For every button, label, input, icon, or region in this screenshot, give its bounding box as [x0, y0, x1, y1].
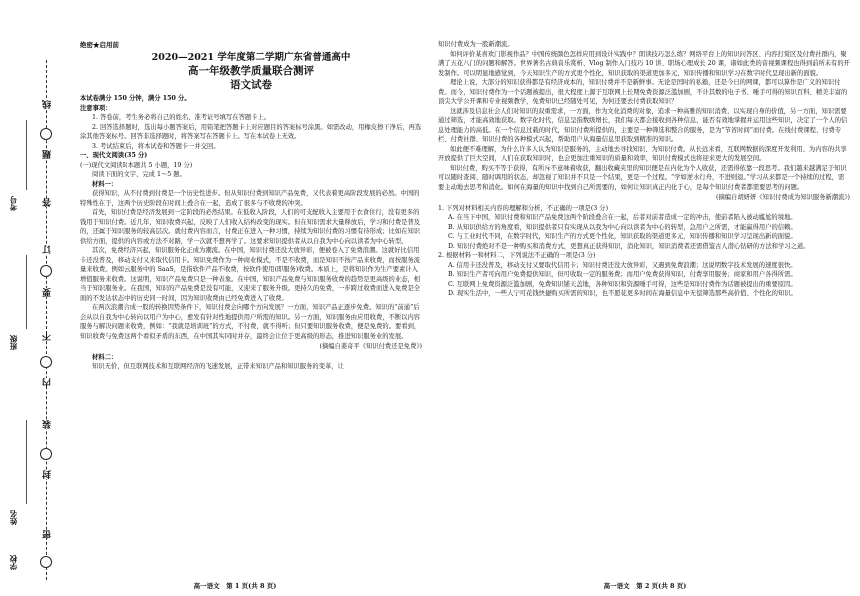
answer-option: B. 知识生产者可向用户免费提供知识，但可收取一定的服务费；而用户免费获得知识，付费享用服务；商家和用户各得所需。	[448, 271, 797, 278]
binding-label: 要	[43, 288, 53, 297]
exam-info: 本试卷满分 150 分钟，满分 150 分。	[80, 95, 191, 102]
binding-strip	[0, 0, 70, 596]
subsection-heading: (一)现代文阅读Ⅰ(本题共 5 小题，19 分)	[80, 161, 193, 169]
note-item: 1. 答卷前，考生务必将自己的姓名、准考证号填写在答题卡上。	[92, 114, 271, 121]
left-content	[80, 40, 422, 372]
exam-title-line1: 2020—2021 学年度第二学期广东省普通高中	[151, 52, 351, 63]
question-1	[438, 204, 850, 252]
note-item: 3. 考试结束后，将本试卷和答题卡一并交回。	[92, 142, 220, 150]
answer-option: D. 知识付费绝对不是一种购买和消费方式，更想真正获得知识，消化知识，知识消费者还需借鉴古人潜心钻研的方法和学习之道。	[448, 242, 810, 250]
note-item: 2. 回答选择题时，选出每小题答案后，用铅笔把答题卡上对应题目的答案标号涂黑。如需改动，用橡皮擦干净后，再选涂其他答案标号。回答非选择题时，将答案写在答题卡上。写在本试卷上无效。	[80, 123, 422, 140]
answer-option: A. 信用卡还没普及，移动支付又要取代信用卡；知识付费还没大放异彩，又遇到免费浪潮；这说明数字技术发展的速度很快。	[448, 261, 797, 269]
answer-option: C. 与工业时代不同，在数字时代，知识生产的方式更个性化，知识获取的渠道更多元，知识传播和知识学习呈现出新的面貌。	[448, 233, 797, 240]
binding-label: 不	[43, 332, 53, 341]
name-field[interactable]	[26, 420, 27, 504]
binding-label: 封	[43, 470, 53, 479]
school-label: 学校	[9, 555, 18, 570]
passage-paragraph: 其次，免费经济兴起，知识服务化正成为潮流。在中国，知识付费还没大放异彩，便被卷入了免费浪潮。这就好比信用卡还没普及，移动支付又来取代信用卡。知识免费作为一种商业模式，不是不收费，而是知识不按产品来收费，而按服务流量来收费。例如云服务中的 SaaS，是指软件产品不收费，按软件使用(即服务)收费。本质上，是将知识作为生产要素计入增值服务来收费。这说明，知识产品免费只是一种表象。在中国，知识产品免费与知识服务收费的趋势是更高级的业态，相当于知识服务业。在我国，知识的产品免费是没有可能，又迎来了服务升级。更持久的免费，一步跨过收费而进入免费是全面的不发达状态中的历史同一时间，因为知识收费由已经免费进入了收费。	[80, 247, 421, 302]
passage-paragraph: 知识付费成为一股新潮流。	[438, 41, 514, 48]
material-label: 材料一：	[92, 180, 118, 188]
exam-number-field[interactable]	[26, 120, 27, 190]
right-page	[430, 0, 860, 596]
passage-paragraph: 如此便不难理解，为什么许多人认为知识是服务的，主动地去寻找知识、为知识付费。从长远来看，互联网数据的深度开发利用、为内容的共享开放提供了巨大空间，人们在获取知识时，也会更加注重知识的质量和效率，知识付费模式也将迎来更大的发展空间。	[438, 145, 847, 162]
passage-paragraph: 这就涉及信息社会人们对知识的双重需求，一方面，作为文化消费的对象，追求一种高雅的知识消费，以实现自身的价值，另一方面，知识需要通过筛选，才能高效地获取。数字化时代，信息呈指数级增长，我们每天都会接收到各种信息，能否有效地掌握并运用这些知识，决定了一个人的信息处理能力的高低。在一个信息过载的时代，知识付费所提供的，主要是一种筛选和整合的服务，是为“节省时间”而付费。在线付费课程、付费专栏、付费社群、知识付费的各种模式兴起，帮助用户从海量信息里获取到精准的知识。	[438, 107, 848, 143]
binding-circle-icon	[40, 265, 52, 277]
name-label: 姓名	[9, 510, 18, 525]
binding-label: 内	[43, 378, 53, 387]
answer-option: A. 在当下中国，知识付费和知识产品免费这两个阶段叠合在一起，后者对前者造成一定的冲击，使前者陷入被动尴尬的境地。	[448, 214, 797, 221]
class-field[interactable]	[26, 255, 27, 329]
right-content	[438, 40, 850, 299]
passage-paragraph: 首先，知识付费是经济发展到一定阶段的必然结果。在低收入阶段，人们的可支配收入主要用于衣食住行，没有更多的钱用于知识付费。近几年，知识收费兴起，反映了人们收入结构改变的现实。但在知识需求大量释放后，学习和付费是普及的，还属于知识服务的较高层次。就付费内容而言，付费正在进入一种习惯，持续为知识付费的习惯有待形成；比如在知识供给方面，提供的内容或方法不对路，学一次就不想再学了。这要求知识提供者从以自我为中心向以读者为中心转型。	[80, 209, 421, 245]
question-2	[438, 251, 850, 299]
material-label: 材料二：	[92, 353, 118, 361]
passage-paragraph: 在两次浪潮合成一股的转换因势条件下，知识付费会向哪个方向发展？一方面，知识产品正逐步免费。知识的“前通”后会从以自我为中心转向以用户为中心，愈发有针对性地提供用户所需的知识。另一方面，知识服务由应用收费，不断以内容服务与解决问题来收费，例如：“我就是培训班”的方式，不付费，就不得听；但只要知识服务收费，便是免费的。要看到，知识收费与免费这两个看似矛盾的东西，在中国其实同时并存，最终会让位于更高级的形态，推进知识服务业的发展。	[80, 304, 421, 340]
passage-paragraph: 如何评价某喜欢门影视作品？中国传统颜色怎样应用到设计实践中？朗读技巧怎么练？网络平台上的知识问答区、内容打赏区及付费社群内，聚满了五花八门的问题和解答。世界著名古典音乐赏析、Vlog 制作入门技巧 10 讲、职场心理成长 20 课，诸如此类的音视频课程也得到前所未有的开发制作。可以明显地感觉到，今天知识生产的方式更个性化，知识获取的渠道更加多元，知识传播和知识学习在数字时代呈现出新的面貌。	[438, 50, 850, 77]
section-heading: 一、现代文阅读(35 分)	[80, 152, 148, 159]
binding-circle-icon	[40, 356, 52, 368]
exam-title-line2: 高一年级教学质量联合测评	[188, 65, 314, 77]
binding-circle-icon	[40, 556, 52, 568]
question-stem: 2. 根据材料一和材料二，下列说法不正确的一项是(3 分)	[438, 252, 596, 259]
secret-tag: 绝密★启用前	[80, 41, 119, 49]
binding-circle-icon	[40, 448, 52, 460]
answer-option: C. 互联网上免费资源泛滥加剧，免费知识铺天盖地，各种知识和资源唾手可得，这些是知识付费作为话题被提出的重要原因。	[448, 280, 797, 288]
exam-number-label: 考号	[9, 196, 18, 211]
exam-subject-title: 语文试卷	[230, 79, 272, 91]
passage-source: (摘编自姜奇平《知识付费还是免费》)	[319, 343, 422, 350]
passage-source: (摘编自胡妍妍《知识付费成为知识服务新潮流》)	[716, 194, 850, 201]
binding-label: 线	[43, 100, 53, 109]
class-label: 班级	[9, 335, 18, 350]
page-footer: 高一语文 第 1 页(共 8 页)	[193, 582, 277, 590]
passage-paragraph: 知识无价，但互联网技术和互联网经济的飞速发展，正带来知识产品和知识服务的变革，让	[92, 363, 344, 370]
binding-circle-icon	[40, 128, 52, 140]
answer-option: B. 从知识供给方的角度看，知识提供者只有实现从以我为中心向以读者为中心的转型，急用户之所需，才能赢得用户的信赖。	[448, 223, 797, 231]
reading-instruction: 阅读下面的文字，完成 1～5 题。	[92, 171, 186, 178]
page-footer: 高一语文 第 2 页(共 8 页)	[603, 582, 687, 590]
binding-label: 题	[43, 150, 53, 159]
binding-label: 密	[43, 530, 53, 539]
question-stem: 1. 下列对材料相关内容的理解和分析，不正确的一项是(3 分)	[438, 204, 609, 212]
passage-paragraph: 获得知识，从不付费到付费是一个历史性进步。但从知识付费到知识产品免费，又代表着更高阶段发展的必然。中国的特殊性在于，这两个历史阶段在时间上叠合在一起，造成了很多与不收费的冲突。	[80, 190, 420, 207]
passage-paragraph: 知识付费，购买不等于获得，有所斥不意味着收获，翻出收藏夹里的知识便是在内化为个人收获，还需得依靠一段思考。我们越来越满足于知识可以随时查阅、随时调用的状态，却忽视了知识并不只是一个结果，更是一个过程。“学如逆水行舟，不进则退。”学习从来都是一个持续的过程，需要主动地去思考和消化。如何在海量的知识中找到自己所需要的，如何让知识真正内化于心，是每个知识付费者都需要思考的问题。	[438, 164, 847, 191]
binding-label: 装	[43, 420, 53, 429]
binding-label: 订	[43, 245, 53, 254]
binding-label: 答	[43, 198, 53, 207]
notes-heading: 注意事项：	[80, 104, 112, 112]
passage-paragraph: 理论上说，大部分的知识获得都是有经济成本的，知识付费并不是新鲜事。无论是囯时的私塾，还是今日的网课，都可以算作是广义的知识付费。而今，知识付费作为一个话题被提出，很大程度上源于互联网上长期免费资源泛滥加剧，不计其数的电子书、唾手可得的知识百科、精美丰富的顶尖大学公开课和专业视频教学，免费知识已经随处可见，为何还要去付费获取知识？	[438, 79, 848, 105]
answer-option: D. 现实生活中，一些人宁可花钱快捷购买所需的知识，也不愿花更多时间在海量信息中无偿筛选那些高价值、个性化的知识。	[448, 290, 797, 297]
